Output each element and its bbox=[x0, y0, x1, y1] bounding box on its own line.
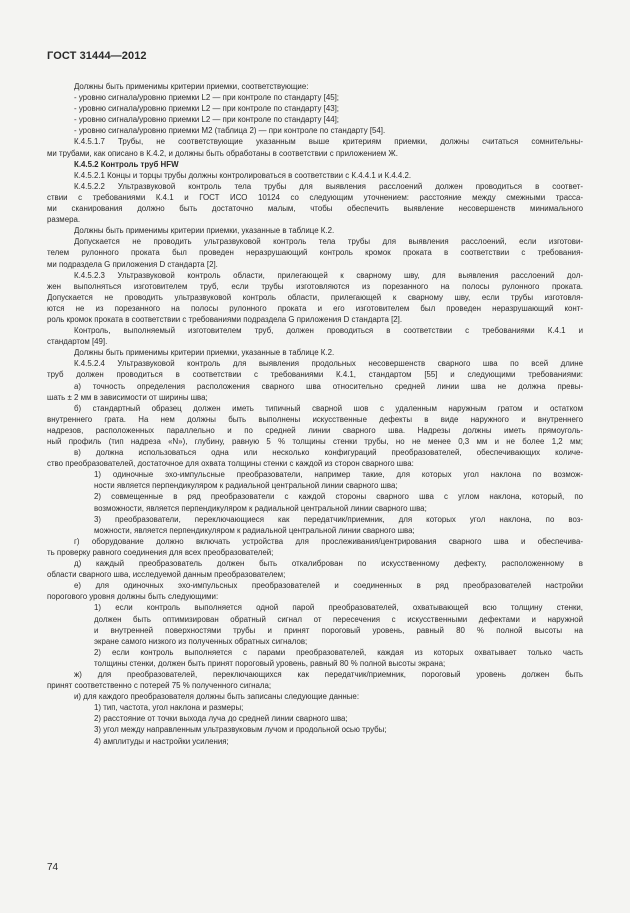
text-line: г) оборудование должно включать устройства для прослеживания/центрирования сварного шва и обеспечива- bbox=[74, 536, 583, 546]
text-line: 1) тип, частота, угол наклона и размеры; bbox=[94, 703, 244, 713]
text-line: б) стандартный образец должен иметь типичный сварной шов с удаленным наружным гратом и остатком bbox=[74, 403, 583, 413]
text-line: ми трубами, как описано в К.4.2, и должны быть обработаны в соответствии с приложением Ж. bbox=[47, 148, 398, 158]
document-body bbox=[47, 81, 583, 747]
text-line: ть проверку равного соединения для всех преобразователей; bbox=[47, 547, 274, 557]
text-line: - уровню сигнала/уровню приемки L2 — при контроле по стандарту [45]; bbox=[74, 93, 339, 103]
text-line: толщины стенки, должен быть принят пороговый уровень, равный 80 % полной высоты экрана; bbox=[94, 658, 446, 668]
text-line: Должны быть применимы критерии приемки, указанные в таблице К.2. bbox=[74, 348, 335, 358]
text-line: ми подраздела G приложения D стандарта [2]. bbox=[47, 259, 218, 269]
text-line: 1) одиночные эхо-импульсные преобразователи, например такие, для которых угол наклона по возмож- bbox=[94, 470, 583, 480]
text-line: К.4.5.2.3 Ультразвуковой контроль области, прилегающей к сварному шву, для выявления расслоений дол- bbox=[74, 270, 583, 280]
text-line: Контроль, выполняемый изготовителем труб, должен проводиться в соответствии с требованиями К.4.1 и bbox=[74, 326, 583, 336]
text-line: ются не из порезанного на полосы рулонного проката и его изготовителем был проведен неразрушающий конт- bbox=[47, 303, 583, 313]
text-line: внутреннего грата. На нем должны быть выполнены искусственные дефекты в виде наружного и внутреннего bbox=[47, 414, 583, 424]
text-line: ство преобразователей, достаточное для охвата толщины стенки с каждой из сторон сварного шва: bbox=[47, 459, 414, 469]
text-line: Должны быть применимы критерии приемки, соответствующие: bbox=[74, 82, 309, 91]
text-line: К.4.5.1.7 Трубы, не соответствующие указанным выше критериям приемки, должны считаться сомнительны- bbox=[74, 137, 583, 147]
text-line: а) точность определения расположения сварного шва относительно средней линии шва не должна превы- bbox=[74, 381, 583, 391]
text-line: экране самого низкого из полученных обратных сигналов; bbox=[94, 636, 308, 646]
text-line: стандартом [49]. bbox=[47, 337, 108, 347]
text-line: можности, является перпендикуляром к радиальной центральной линии сварного шва; bbox=[94, 525, 415, 535]
text-line: ми сканирования должно быть достаточно малым, чтобы обеспечить выявление несовершенств минимального bbox=[47, 204, 583, 214]
text-line: К.4.5.2.4 Ультразвуковой контроль для выявления продольных несовершенств сварного шва по всей длине bbox=[74, 359, 583, 369]
text-line: Допускается не проводить ультразвуковой контроль тела трубы для выявления расслоений, если изготови- bbox=[74, 237, 583, 247]
text-line: ствии с требованиями К.4.1 и ГОСТ ИСО 10124 со следующим уточнением: расстояние между смежными трасса- bbox=[47, 192, 583, 202]
text-line: и внутренней поверхностями трубы и принят пороговый уровень, равный 80 % полной высоты на bbox=[94, 625, 583, 635]
text-line: возможности, является перпендикуляром к радиальной центральной линии сварного шва; bbox=[94, 503, 427, 513]
text-line: 3) преобразователи, переключающиеся как передатчик/приемник, для которых угол наклона, по воз- bbox=[94, 514, 583, 524]
text-line: е) для одиночных эхо-импульсных преобразователей и соединенных в ряд преобразователей настройки bbox=[74, 581, 583, 591]
text-line: 4) амплитуды и настройки усиления; bbox=[94, 736, 229, 746]
text-line: жен выполняться изготовителем труб, если трубы изготовляются из порезанного на полосы рулонного проката. bbox=[47, 281, 583, 291]
text-line: д) каждый преобразователь должен быть откалиброван по искусственному дефекту, расположенному в bbox=[74, 559, 583, 569]
text-line: принят соответственно с потерей 75 % полученного сигнала; bbox=[47, 681, 272, 691]
text-line: 2) если контроль выполняется с парами преобразователей, каждая из которых охватывает только часть bbox=[94, 647, 583, 657]
text-line: ный профиль (тип надреза «N»), глубину, равную 5 % толщины стенки трубы, но не менее 0,3 мм и не более 1,2 мм; bbox=[47, 437, 583, 446]
text-line: ности является перпендикуляром к радиальной центральной линии сварного шва; bbox=[94, 481, 398, 491]
text-line: роль кромок проката в соответствии с требованиями подраздела G приложения D стандарта [2]. bbox=[47, 314, 403, 324]
text-line: 3) угол между направленным ультразвуковым лучом и продольной осью трубы; bbox=[94, 725, 387, 735]
text-line: размера. bbox=[47, 215, 81, 225]
text-line: Допускается не проводить ультразвуковой контроль области, прилегающей к сварному шву, если трубы изготовля- bbox=[47, 292, 583, 302]
text-line: - уровню сигнала/уровню приемки L2 — при контроле по стандарту [43]; bbox=[74, 104, 339, 114]
text-line: порогового уровня должны быть следующими: bbox=[47, 592, 219, 602]
text-line: К.4.5.2.2 Ультразвуковой контроль тела трубы для выявления расслоений должен проводиться в соответ- bbox=[74, 181, 583, 191]
text-line: и) для каждого преобразователя должны быть записаны следующие данные: bbox=[74, 692, 360, 702]
text-line: области сварного шва, исследуемой данным преобразователем; bbox=[47, 570, 286, 580]
text-line: ж) для преобразователей, переключающихся как передатчик/приемник, пороговый уровень должен быть bbox=[74, 669, 583, 679]
text-line: 2) совмещенные в ряд преобразователи с каждой стороны сварного шва с углом наклона, который, по bbox=[94, 492, 583, 502]
page-number: 74 bbox=[47, 862, 59, 873]
text-line: надрезов, расположенных параллельно и по средней линии сварного шва. Надрезы должны иметь прямоуголь- bbox=[47, 425, 583, 435]
text-line: труб должен проводиться в соответствии с требованиями К.4.1, стандартом [55] и следующими требованиями: bbox=[47, 370, 583, 380]
text-line: должен быть оптимизирован обратный сигнал от пересечения с искусственными дефектами и наружной bbox=[94, 614, 583, 624]
text-line: телем рулонного проката был проведен неразрушающий контроль кромок проката в соответствии с требования- bbox=[47, 248, 583, 258]
text-line: в) должна использоваться одна или несколько конфигураций преобразователей, обеспечивающих количе- bbox=[74, 448, 583, 458]
text-line: К.4.5.2 Контроль труб HFW bbox=[74, 159, 179, 169]
text-line: К.4.5.2.1 Концы и торцы трубы должны контролироваться в соответствии с К.4.4.1 и К.4.4.2. bbox=[74, 170, 412, 180]
text-line: 1) если контроль выполняется одной парой преобразователей, охватывающей всю толщину стенки, bbox=[94, 603, 583, 613]
text-line: 2) расстояние от точки выхода луча до средней линии сварного шва; bbox=[94, 714, 348, 724]
page-header: ГОСТ 31444—2012 bbox=[47, 50, 147, 62]
text-line: шать ± 2 мм в зависимости от ширины шва; bbox=[47, 392, 208, 402]
text-line: - уровню сигнала/уровню приемки L2 — при контроле по стандарту [44]; bbox=[74, 115, 339, 125]
text-line: - уровню сигнала/уровню приемки М2 (таблица 2) — при контроле по стандарту [54]. bbox=[74, 126, 386, 136]
text-line: Должны быть применимы критерии приемки, указанные в таблице К.2. bbox=[74, 226, 335, 236]
